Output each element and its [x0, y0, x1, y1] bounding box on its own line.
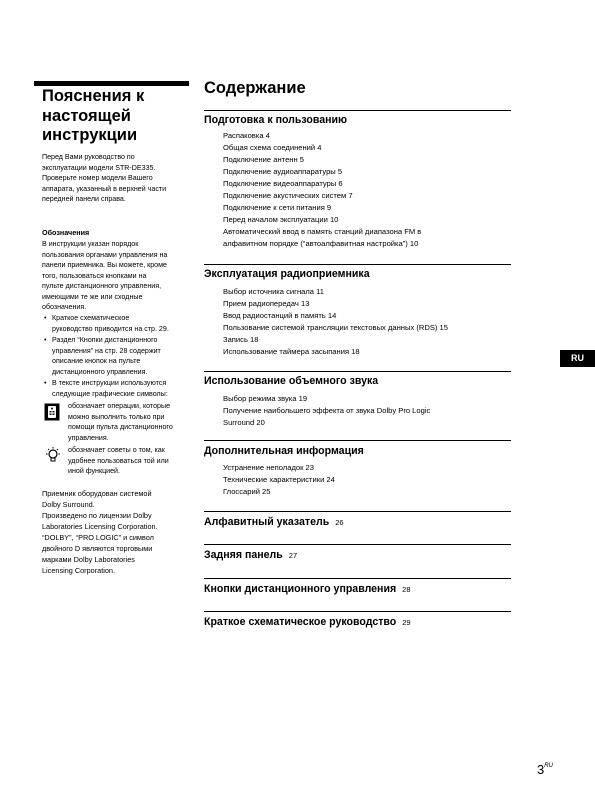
- toc-section-heading[interactable]: [204, 268, 370, 280]
- symbol-line: обозначает советы о том, как: [68, 446, 165, 454]
- left-title: [42, 87, 192, 146]
- toc-section-heading[interactable]: [204, 375, 378, 387]
- toc-item[interactable]: алфавитном порядке (“автоалфавитная настройка”) 10: [223, 239, 419, 248]
- section-rule: [204, 440, 511, 441]
- toc-item[interactable]: Surround 20: [223, 418, 265, 427]
- intro-line: Проверьте номер модели Вашего: [42, 174, 153, 182]
- section-heading-text: Использование объемного звука: [204, 375, 379, 387]
- toc-item[interactable]: Распаковка 4: [223, 131, 270, 140]
- symbol-line: помощи пульта дистанционного: [68, 423, 173, 431]
- toc-item[interactable]: Подключение видеоаппаратуры 6: [223, 179, 343, 188]
- intro-line: Перед Вами руководство по: [42, 153, 135, 161]
- tip-symbol-description: [68, 445, 192, 477]
- section-rule: [204, 544, 511, 545]
- section-heading-text: Краткое схематическое руководство: [204, 616, 397, 628]
- section-rule: [204, 371, 511, 372]
- dolby-line: Laboratories Licensing Corporation.: [42, 522, 158, 531]
- toc-item[interactable]: Выбор источника сигнала 11: [223, 287, 325, 296]
- section-heading-text: Задняя панель: [204, 549, 283, 561]
- section-page-number: 28: [402, 585, 411, 594]
- toc-section-items: [223, 462, 513, 498]
- toc-item[interactable]: Запись 18: [223, 335, 259, 344]
- language-badge: RU: [560, 350, 595, 367]
- bullet-line: дистанционного управления.: [52, 367, 148, 376]
- dolby-line: Licensing Corporation.: [42, 566, 116, 575]
- toc-item[interactable]: Перед началом эксплуатации 10: [223, 215, 339, 224]
- toc-section-heading[interactable]: [204, 445, 364, 457]
- toc-item[interactable]: Использование таймера засыпания 18: [223, 347, 360, 356]
- toc-section-heading[interactable]: [204, 516, 344, 528]
- section-page-number: 27: [288, 551, 298, 560]
- toc-item[interactable]: Ввод радиостанций в память 14: [223, 311, 337, 320]
- section-rule: [204, 511, 511, 512]
- intro-line: эксплуатации модели STR-DE335.: [42, 163, 156, 172]
- toc-section-items: [223, 286, 513, 358]
- toc-item[interactable]: Глоссарий 25: [223, 487, 271, 496]
- bullet-line: Раздел “Кнопки дистанционного: [52, 336, 158, 344]
- dolby-line: Dolby Surround.: [42, 500, 95, 509]
- toc-item[interactable]: Подключение акустических систем 7: [223, 191, 353, 200]
- symbol-line: управления.: [68, 433, 109, 442]
- intro-paragraph: [42, 152, 192, 205]
- toc-item[interactable]: Подключение к сети питания 9: [223, 203, 332, 212]
- notation-line: панели приемника. Вы можете, кроме: [42, 261, 167, 269]
- toc-item[interactable]: Выбор режима звука 19: [223, 394, 308, 403]
- remote-symbol-description: [68, 401, 192, 443]
- toc-section-heading[interactable]: [204, 114, 347, 126]
- bullet-line: руководство приводится на стр. 29.: [52, 324, 169, 333]
- bullet-mark: •: [44, 379, 47, 387]
- bullet-mark: •: [44, 314, 47, 322]
- remote-only-icon: [44, 403, 60, 419]
- toc-item[interactable]: Получение наибольшего эффекта от звука Dolby Pro Logic: [223, 406, 431, 415]
- intro-line: передней панели справа.: [42, 195, 126, 203]
- dolby-notice: [42, 488, 192, 576]
- bullet-line: описание кнопок на пульте: [52, 357, 141, 365]
- bullet-line: управления” на стр. 28 содержит: [52, 346, 161, 355]
- notation-line: пульте дистанционного управления,: [42, 282, 162, 290]
- section-heading-text: Эксплуатация радиоприемника: [204, 268, 370, 280]
- notation-line: обозначения.: [42, 303, 87, 311]
- left-title-line: Пояснения к: [42, 87, 145, 105]
- dolby-line: Приемник оборудован системой: [42, 489, 152, 498]
- toc-title: Содержание: [204, 79, 306, 97]
- dolby-line: Произведено по лицензии Dolby: [42, 511, 152, 520]
- intro-line: аппарата, указанный в верхней части: [42, 184, 167, 193]
- left-title-line: инструкции: [42, 126, 138, 144]
- notation-line: пользования органами управления на: [42, 250, 168, 259]
- dolby-line: “DOLBY”, “PRO LOGIC” и символ: [42, 533, 154, 542]
- lightbulb-tip-icon: [44, 446, 60, 462]
- page-number-value: 3: [537, 762, 545, 777]
- toc-item[interactable]: Технические характеристики 24: [223, 475, 335, 484]
- section-heading-text: Кнопки дистанционного управления: [204, 583, 397, 595]
- symbol-line: обозначает операции, которые: [68, 402, 171, 410]
- toc-item[interactable]: Подключение аудиоаппаратуры 5: [223, 167, 343, 176]
- symbol-line: удобнее пользоваться той или: [68, 456, 169, 465]
- toc-section-heading[interactable]: [204, 583, 411, 595]
- section-heading-text: Дополнительная информация: [204, 445, 364, 457]
- section-rule: [204, 264, 511, 265]
- notation-heading: Обозначения: [42, 228, 90, 237]
- toc-item[interactable]: Устранение неполадок 23: [223, 463, 314, 472]
- toc-item[interactable]: Общая схема соединений 4: [223, 143, 322, 152]
- toc-item[interactable]: Пользование системой трансляции текстовых данных (RDS) 15: [223, 323, 448, 332]
- bullet-mark: •: [44, 336, 47, 344]
- section-page-number: 26: [335, 518, 344, 527]
- section-page-number: 29: [402, 618, 411, 627]
- dolby-line: двойного D являются торговыми: [42, 544, 153, 553]
- toc-section-items: [223, 393, 513, 429]
- notation-line: того, пользоваться кнопками на: [42, 271, 147, 280]
- toc-section-items: [223, 130, 513, 250]
- left-header-rule: [34, 81, 189, 86]
- section-rule: [204, 110, 511, 111]
- toc-item[interactable]: Автоматический ввод в память станций диапазона FM в: [223, 227, 422, 236]
- bullet-line: Краткое схематическое: [52, 314, 130, 322]
- bullet-line: следующие графические символы:: [52, 389, 168, 398]
- left-title-line: настоящей: [42, 106, 131, 125]
- notation-line: имеющими те же или сходные: [42, 292, 143, 301]
- symbol-line: можно выполнить только при: [68, 412, 165, 421]
- section-heading-text: Подготовка к пользованию: [204, 114, 348, 126]
- section-rule: [204, 578, 511, 579]
- bullet-line: В тексте инструкции используются: [52, 379, 167, 387]
- notation-line: В инструкции указан порядок: [42, 240, 139, 248]
- page-number-suffix: RU: [544, 763, 553, 769]
- symbol-line: иной функцией.: [68, 467, 120, 475]
- toc-section-heading[interactable]: [204, 616, 411, 628]
- toc-item[interactable]: Прием радиопередач 13: [223, 299, 310, 308]
- section-rule: [204, 611, 511, 612]
- toc-item[interactable]: Подключение антенн 5: [223, 155, 305, 164]
- notation-paragraph: [42, 239, 190, 313]
- toc-section-heading[interactable]: [204, 549, 297, 561]
- dolby-line: марками Dolby Laboratories: [42, 555, 135, 564]
- section-heading-text: Алфавитный указатель: [204, 516, 330, 528]
- page-number: [537, 762, 553, 777]
